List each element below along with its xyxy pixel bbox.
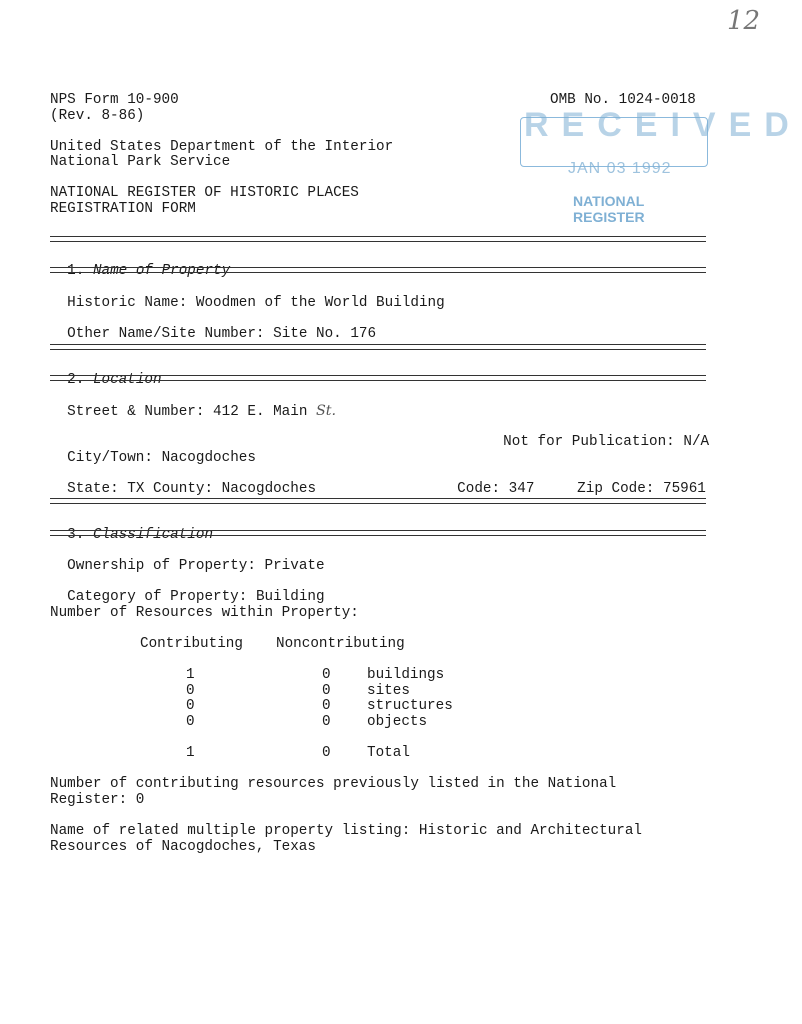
county-label: County:	[153, 480, 214, 497]
related-listing-line-1: Name of related multiple property listing: Historic and Architectural	[50, 823, 642, 839]
category-field	[50, 574, 325, 605]
column-header-noncontributing: Noncontributing	[276, 636, 405, 652]
table-row: sites	[367, 683, 410, 699]
table-row: 0	[186, 683, 195, 699]
city-value: Nacogdoches	[161, 449, 256, 466]
section-divider	[50, 267, 706, 273]
section-2-heading	[50, 357, 162, 388]
table-row: 0	[322, 714, 331, 730]
ownership-field	[50, 543, 325, 574]
street-value: 412 E. Main	[213, 403, 308, 420]
historic-name-field	[50, 280, 445, 311]
ownership-value: Private	[264, 557, 325, 574]
other-name-field	[50, 311, 376, 342]
table-row: 0	[186, 714, 195, 730]
category-label: Category of Property:	[67, 588, 248, 605]
street-handwritten: St.	[316, 402, 337, 419]
resources-label: Number of Resources within Property:	[50, 605, 359, 621]
section-divider	[50, 375, 706, 381]
county-value: Nacogdoches	[221, 480, 317, 497]
table-row: 1	[186, 667, 195, 683]
section-2-title: Location	[92, 371, 162, 388]
related-listing-line-2: Resources of Nacogdoches, Texas	[50, 839, 316, 855]
service-name: National Park Service	[50, 154, 231, 170]
state-county-field	[50, 466, 316, 497]
table-row: objects	[367, 714, 428, 730]
section-3-number: 3.	[67, 526, 85, 543]
city-field	[50, 435, 256, 466]
section-3-title: Classification	[92, 526, 214, 543]
not-for-publication-label: Not for Publication:	[503, 433, 675, 450]
department-name: United States Department of the Interior	[50, 139, 394, 155]
code-field	[440, 466, 534, 497]
stamp-register: REGISTER	[573, 209, 645, 225]
category-value: Building	[255, 588, 325, 605]
historic-name-value: Woodmen of the World Building	[195, 294, 445, 311]
section-1-heading	[50, 248, 230, 279]
street-field	[50, 388, 336, 420]
register-title: NATIONAL REGISTER OF HISTORIC PLACES	[50, 185, 359, 201]
section-divider	[50, 530, 706, 536]
section-1-number: 1.	[67, 262, 85, 279]
section-divider	[50, 498, 706, 504]
previously-listed-line-2: Register: 0	[50, 792, 145, 808]
table-row: 0	[186, 698, 195, 714]
total-row: 0	[322, 745, 331, 761]
not-for-publication-field	[486, 419, 709, 450]
handwritten-page-number: 12	[727, 6, 761, 36]
total-row: 1	[186, 745, 195, 761]
omb-number: OMB No. 1024-0018	[550, 92, 696, 108]
form-number: NPS Form 10-900	[50, 92, 179, 108]
section-3-heading	[50, 512, 213, 543]
registration-form-title: REGISTRATION FORM	[50, 201, 196, 217]
section-2-number: 2.	[67, 371, 85, 388]
other-name-value: Site No. 176	[273, 325, 377, 342]
city-label: City/Town:	[67, 449, 153, 466]
state-value: TX	[127, 480, 145, 497]
code-label: Code:	[457, 480, 501, 497]
other-name-label: Other Name/Site Number:	[67, 325, 265, 342]
table-row: 0	[322, 683, 331, 699]
zip-label: Zip Code:	[577, 480, 655, 497]
ownership-label: Ownership of Property:	[67, 557, 256, 574]
section-divider	[50, 236, 706, 242]
historic-name-label: Historic Name:	[67, 294, 188, 311]
table-row: 0	[322, 698, 331, 714]
stamp-date: JAN 03 1992	[568, 160, 672, 177]
not-for-publication-value: N/A	[683, 433, 710, 450]
stamp-received-text: RECEIVED	[524, 106, 802, 144]
table-row: 0	[322, 667, 331, 683]
table-row: structures	[367, 698, 453, 714]
section-1-title: Name of Property	[92, 262, 231, 279]
section-divider	[50, 344, 706, 350]
table-row: buildings	[367, 667, 445, 683]
form-revision: (Rev. 8-86)	[50, 108, 145, 124]
zip-value: 75961	[662, 480, 706, 497]
column-header-contributing: Contributing	[140, 636, 243, 652]
state-label: State:	[67, 480, 119, 497]
previously-listed-line-1: Number of contributing resources previously listed in the National	[50, 776, 617, 792]
code-value: 347	[508, 480, 535, 497]
total-row: Total	[367, 745, 410, 761]
stamp-national: NATIONAL	[573, 193, 645, 209]
street-label: Street & Number:	[67, 403, 205, 420]
zip-field	[560, 466, 706, 497]
